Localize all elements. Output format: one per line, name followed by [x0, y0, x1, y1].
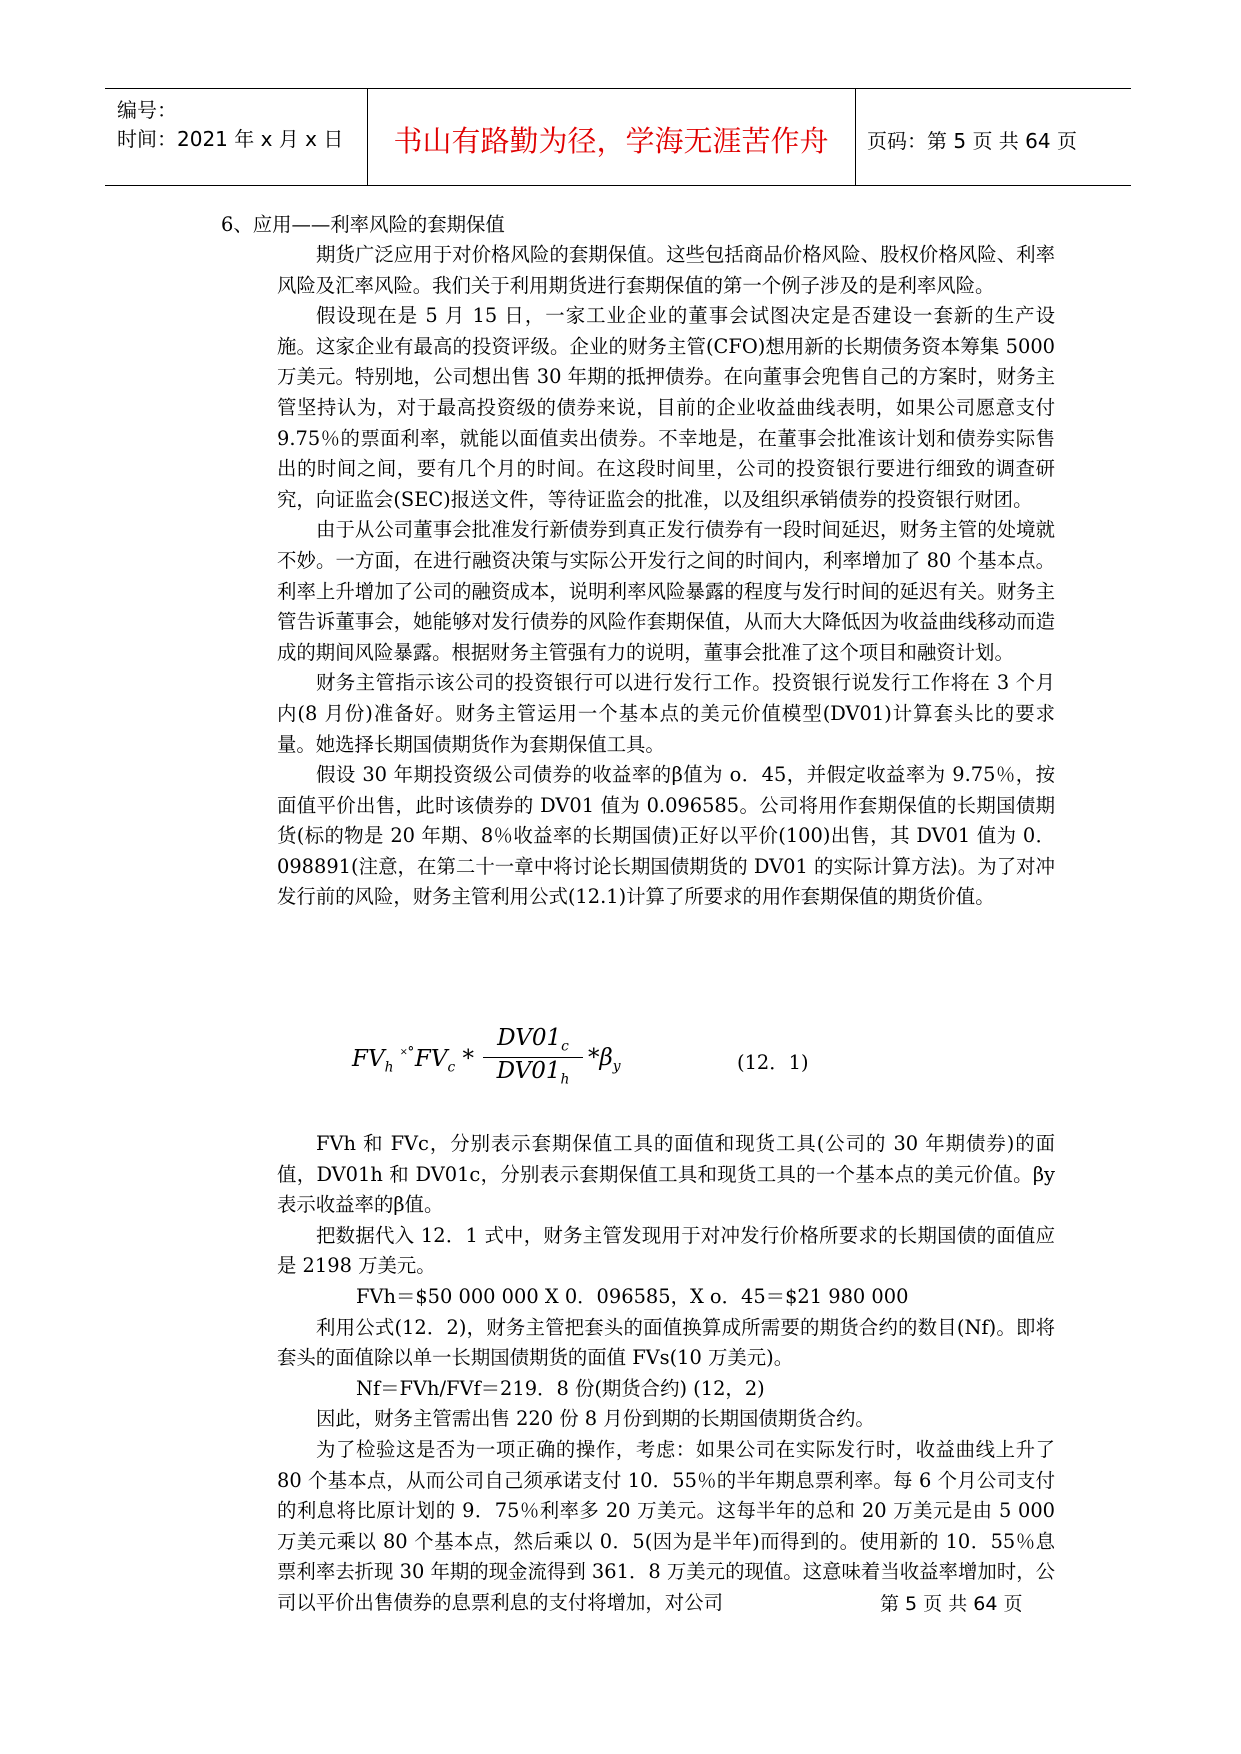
formula-12-1 [352, 1025, 912, 1105]
numerator-subscript: c [561, 1038, 569, 1055]
calculation-1: FVh＝$50 000 000 X 0．096585，X o．45＝$21 980 000 [356, 1284, 909, 1308]
multiply-sign-1: * [462, 1046, 475, 1072]
page-label: 页码：第 5 页 共 64 页 [867, 129, 1077, 153]
page-footer: 第 5 页 共 64 页 [880, 1593, 1023, 1615]
body-text-upper [277, 240, 1055, 913]
paragraph-2: 假设现在是 5 月 15 日，一家工业企业的董事会试图决定是否建设一套新的生产设施。这家企业有最高的投资评级。企业的财务主管(CFO)想用新的长期债务资本筹集 5000 万美元。特别地，公司想出售 30 年期的抵押债券。在向董事会兜售自己的方案时，财务主管坚持认为，对于最高投资级的债券来说，目前的企业收益曲线表明，如果公司愿意支付 9.75％的票面利率，就能以面值卖出债券。不幸地是，在董事会批准该计划和债券实际售出的时间之间，要有几个月的时间。在这段时间里，公司的投资银行要进行细致的调查研究，向证监会(SEC)报送文件，等待证监会的批准，以及组织承销债券的投资银行财团。 [277, 304, 1055, 511]
formula-rhs [588, 1045, 621, 1075]
time-label: 时间：2021 年 x 月 x 日 [117, 127, 344, 151]
equals-mark: ˟˚ [400, 1045, 415, 1064]
calculation-2: Nf＝FVh/FVf＝219．8 份(期货合约) (12，2) [356, 1376, 765, 1400]
multiply-sign-2: * [588, 1045, 600, 1071]
paragraph-1: 期货广泛应用于对价格风险的套期保值。这些包括商品价格风险、股权价格风险、利率风险及汇率风险。我们关于利用期货进行套期保值的第一个例子涉及的是利率风险。 [277, 243, 1055, 297]
document-header [105, 88, 1131, 186]
header-meta-cell [105, 89, 368, 185]
formula-number: (12．1) [737, 1051, 809, 1074]
paragraph-6: FVh 和 FVc，分别表示套期保值工具的面值和现货工具(公司的 30 年期债券)的面值，DV01h 和 DV01c，分别表示套期保值工具和现货工具的一个基本点的美元价值。βy 表示收益率的β值。 [277, 1132, 1055, 1217]
paragraph-10: 为了检验这是否为一项正确的操作，考虑：如果公司在实际发行时，收益曲线上升了 80 个基本点，从而公司自己须承诺支付 10．55％的半年期息票利率。每 6 个月公司支付的利息将比原计划的 9．75％利率多 20 万美元。这每半年的总和 20 万美元是由 5 000 万美元乘以 80 个基本点，然后乘以 0．5(因为是半年)而得到的。使用新的 10．55％息票利率去折现 30 年期的现金流得到 361．8 万美元的现值。这意味着当收益率增加时，公司以平价出售债券的息票利息的支付将增加，对公司 [277, 1437, 1055, 1614]
header-page-cell [855, 89, 1131, 185]
paragraph-8: 利用公式(12．2)，财务主管把套头的面值换算成所需要的期货合约的数目(Nf)。即将套头的面值除以单一长期国债期货的面值 FVs(10 万美元)。 [277, 1315, 1055, 1370]
fv-c-symbol: FV [414, 1046, 448, 1072]
beta-subscript: y [612, 1058, 621, 1075]
fv-c-subscript: c [447, 1059, 456, 1076]
numerator-text: DV01 [497, 1025, 562, 1051]
paragraph-4: 财务主管指示该公司的投资银行可以进行发行工作。投资银行说发行工作将在 3 个月内(8 月份)准备好。财务主管运用一个基本点的美元价值模型(DV01)计算套头比的要求量。她选择长期国债期货作为套期保值工具。 [277, 671, 1055, 756]
header-motto-cell [367, 89, 856, 185]
fraction-denominator [483, 1058, 583, 1088]
fraction-numerator [483, 1025, 583, 1058]
formula-lhs [352, 1045, 474, 1076]
section-title: 6、应用——利率风险的套期保值 [221, 213, 505, 236]
formula-fraction [483, 1025, 583, 1087]
denominator-text: DV01 [496, 1057, 561, 1084]
fv-h-symbol: FV [352, 1046, 385, 1072]
paragraph-7: 把数据代入 12．1 式中，财务主管发现用于对冲发行价格所要求的长期国债的面值应是 2198 万美元。 [277, 1223, 1055, 1278]
serial-label: 编号： [117, 98, 177, 122]
motto-text: 书山有路勤为径，学海无涯苦作舟 [393, 124, 829, 158]
fv-h-subscript: h [384, 1059, 394, 1076]
body-text-lower [277, 1129, 1055, 1619]
beta-symbol: β [599, 1045, 613, 1071]
denominator-subscript: h [560, 1071, 570, 1088]
paragraph-3: 由于从公司董事会批准发行新债券到真正发行债券有一段时间延迟，财务主管的处境就不妙。一方面，在进行融资决策与实际公开发行之间的时间内，利率增加了 80 个基本点。利率上升增加了公司的融资成本，说明利率风险暴露的程度与发行时间的延迟有关。财务主管告诉董事会，她能够对发行债券的风险作套期保值，从而大大降低因为收益曲线移动而造成的期间风险暴露。根据财务主管强有力的说明，董事会批准了这个项目和融资计划。 [277, 518, 1055, 664]
paragraph-9: 因此，财务主管需出售 220 份 8 月份到期的长期国债期货合约。 [316, 1407, 875, 1431]
paragraph-5: 假设 30 年期投资级公司债券的收益率的β值为 o．45，并假定收益率为 9.75％，按面值平价出售，此时该债券的 DV01 值为 0.096585。公司将用作套期保值的长期国债期货(标的物是 20 年期、8％收益率的长期国债)正好以平价(100)出售，其 DV01 值为 0．098891(注意，在第二十一章中将讨论长期国债期货的 DV01 的实际计算方法)。为了对冲发行前的风险，财务主管利用公式(12.1)计算了所要求的用作套期保值的期货价值。 [277, 763, 1055, 909]
